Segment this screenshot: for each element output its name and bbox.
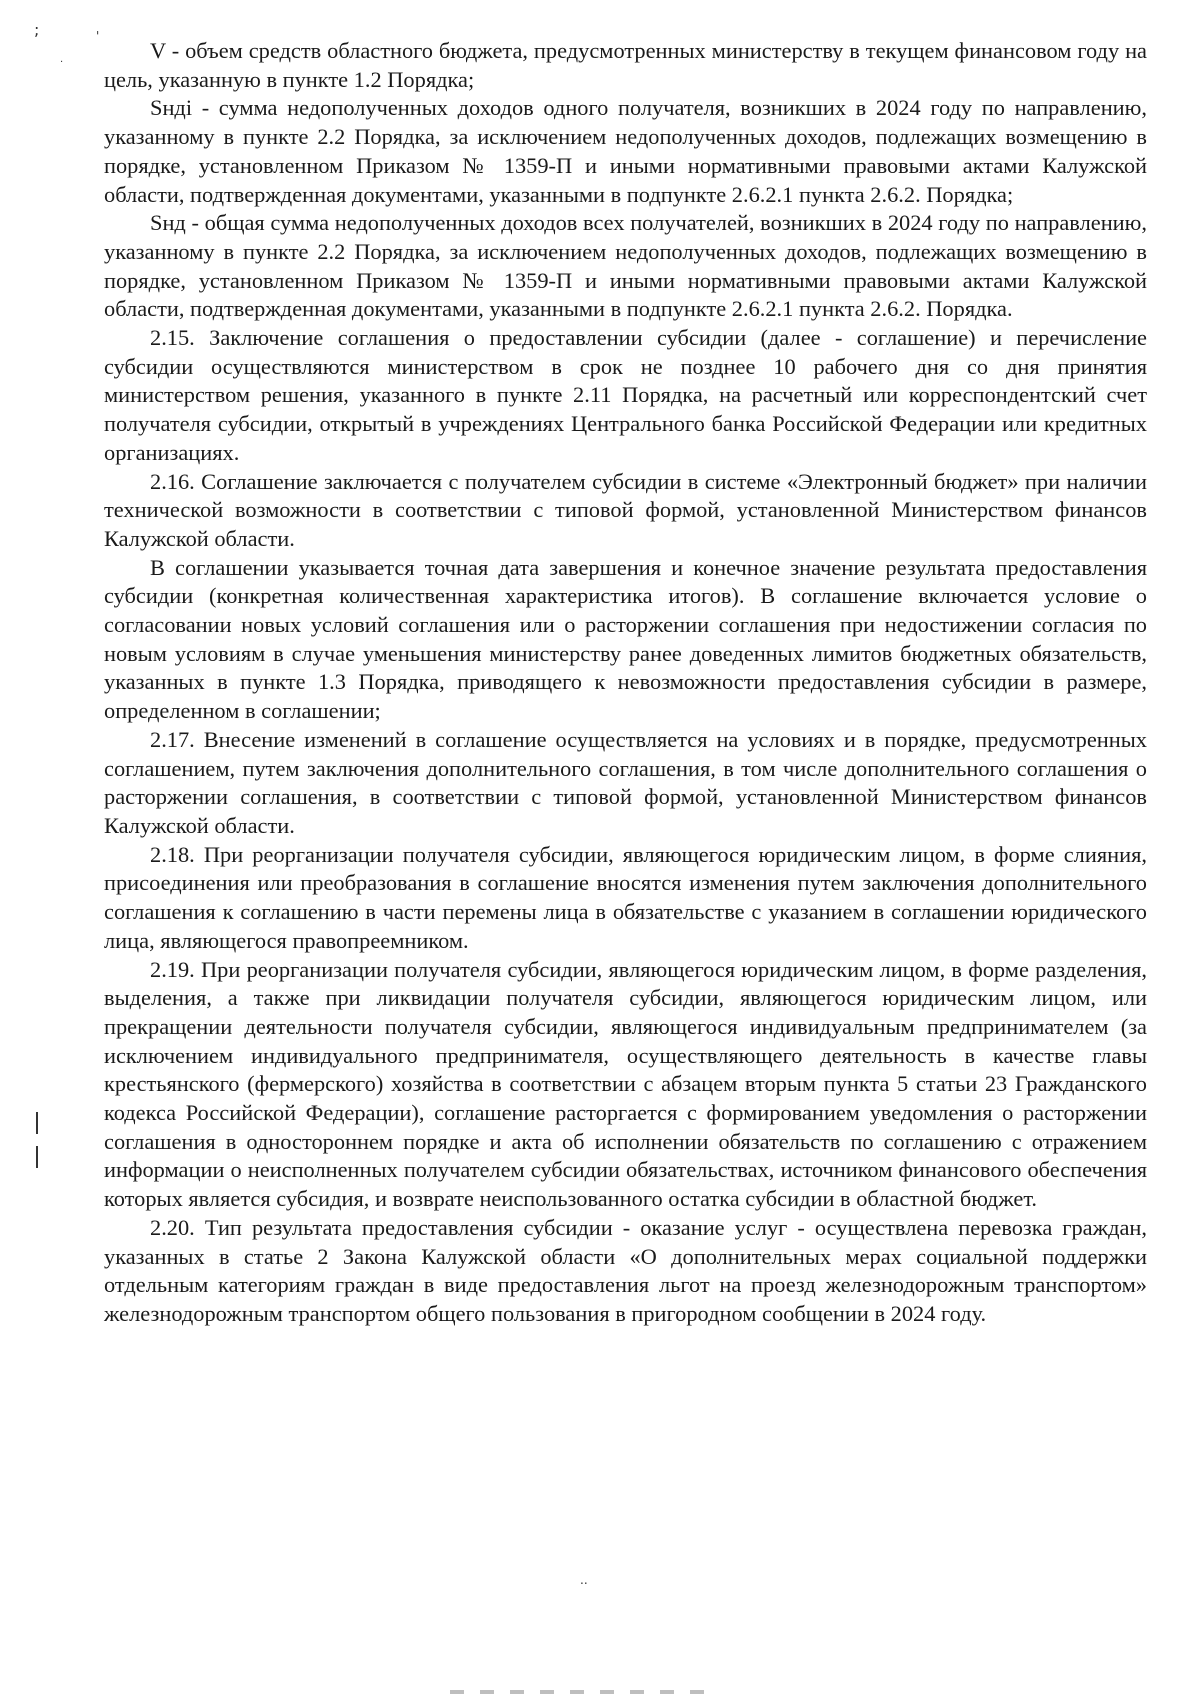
paragraph-2-19: 2.19. При реорганизации получателя субсидии, являющегося юридическим лицом, в форме разделения, выделения, а также при ликвидации получателя субсидии, являющегося юридическим лицом, или прекращении деятельности получателя субсидии, являющегося индивидуальным предпринимателем (за исключением индивидуального предпринимателя, осуществляющего деятельность в качестве главы крестьянского (фермерского) хозяйства в соответствии с абзацем вторым пункта 5 статьи 23 Гражданского кодекса Российской Федерации), соглашение расторгается с формированием уведомления о расторжении соглашения в одностороннем порядке и акта об исполнении обязательств по соглашению с отражением информации о неисполненных получателем субсидии обязательствах, источником финансового обеспечения которых является субсидия, и возврате неиспользованного остатка субсидии в областной бюджет. [104,956,1147,1212]
scan-mark-dot: . [60,54,64,65]
document-body [104,37,1147,1329]
paragraph-snd-definition: Sнд - общая сумма недополученных доходов всех получателей, возникших в 2024 году по направлению, указанному в пункте 2.2 Порядка, за исключением недополученных доходов, подлежащих возмещению в порядке, установленном Приказом № 1359-П и иными нормативными правовыми актами Калужской области, подтвержденная документами, указанными в подпункте 2.6.2.1 пункта 2.6.2. Порядка. [104,210,1147,322]
scan-mark-top: ' [96,29,100,43]
paragraph-2-15: 2.15. Заключение соглашения о предоставлении субсидии (далее - соглашение) и перечисление субсидии осуществляются министерством в срок не позднее 10 рабочего дня со дня принятия министерством решения, указанного в пункте 2.11 Порядка, на расчетный или корреспондентский счет получателя субсидии, открытый в учреждениях Центрального банка Российской Федерации или кредитных организациях. [104,325,1147,465]
scan-mark-top-left: ; [34,20,40,39]
scan-strip-bottom [450,1690,710,1694]
paragraph-2-20: 2.20. Тип результата предоставления субсидии - оказание услуг - осуществлена перевозка граждан, указанных в статье 2 Закона Калужской области «О дополнительных мерах социальной поддержки отдельным категориям граждан в виде предоставления льгот на проезд железнодорожным транспортом» железнодорожным транспортом общего пользования в пригородном сообщении в 2024 году. [104,1214,1147,1326]
paragraph-agreement-terms: В соглашении указывается точная дата завершения и конечное значение результата предоставления субсидии (конкретная количественная характеристика итогов). В соглашение включается условие о согласовании новых условий соглашения или о расторжении соглашения при недостижении согласия по новым условиям в случае уменьшения министерству ранее доведенных лимитов бюджетных обязательств, указанных в пункте 1.3 Порядка, приводящего к невозможности предоставления субсидии в размере, определенном в соглашении; [104,554,1147,724]
paragraph-2-18: 2.18. При реорганизации получателя субсидии, являющегося юридическим лицом, в форме слияния, присоединения или преобразования в соглашение вносятся изменения путем заключения дополнительного соглашения к соглашению в части перемены лица в обязательстве с указанием в соглашении юридического лица, являющегося правопреемником. [104,841,1147,953]
paragraph-v-definition: V - объем средств областного бюджета, предусмотренных министерству в текущем финансовом году на цель, указанную в пункте 1.2 Порядка; [104,38,1147,92]
paragraph-sndi-definition: Sндi - сумма недополученных доходов одного получателя, возникших в 2024 году по направлению, указанному в пункте 2.2 Порядка, за исключением недополученных доходов, подлежащих возмещению в порядке, установленном Приказом № 1359-П и иными нормативными правовыми актами Калужской области, подтвержденная документами, указанными в подпункте 2.6.2.1 пункта 2.6.2. Порядка; [104,95,1147,207]
paragraph-2-16: 2.16. Соглашение заключается с получателем субсидии в системе «Электронный бюджет» при наличии технической возможности в соответствии с типовой формой, установленной Министерством финансов Калужской области. [104,468,1147,551]
scan-mark-vertical-2 [36,1146,38,1168]
scan-mark-bottom: .. [580,1573,588,1587]
paragraph-2-17: 2.17. Внесение изменений в соглашение осуществляется на условиях и в порядке, предусмотренных соглашением, путем заключения дополнительного соглашения, в том числе дополнительного соглашения о расторжении соглашения, в соответствии с типовой формой, установленной Министерством финансов Калужской области. [104,726,1147,838]
scan-mark-vertical-1 [36,1112,38,1134]
